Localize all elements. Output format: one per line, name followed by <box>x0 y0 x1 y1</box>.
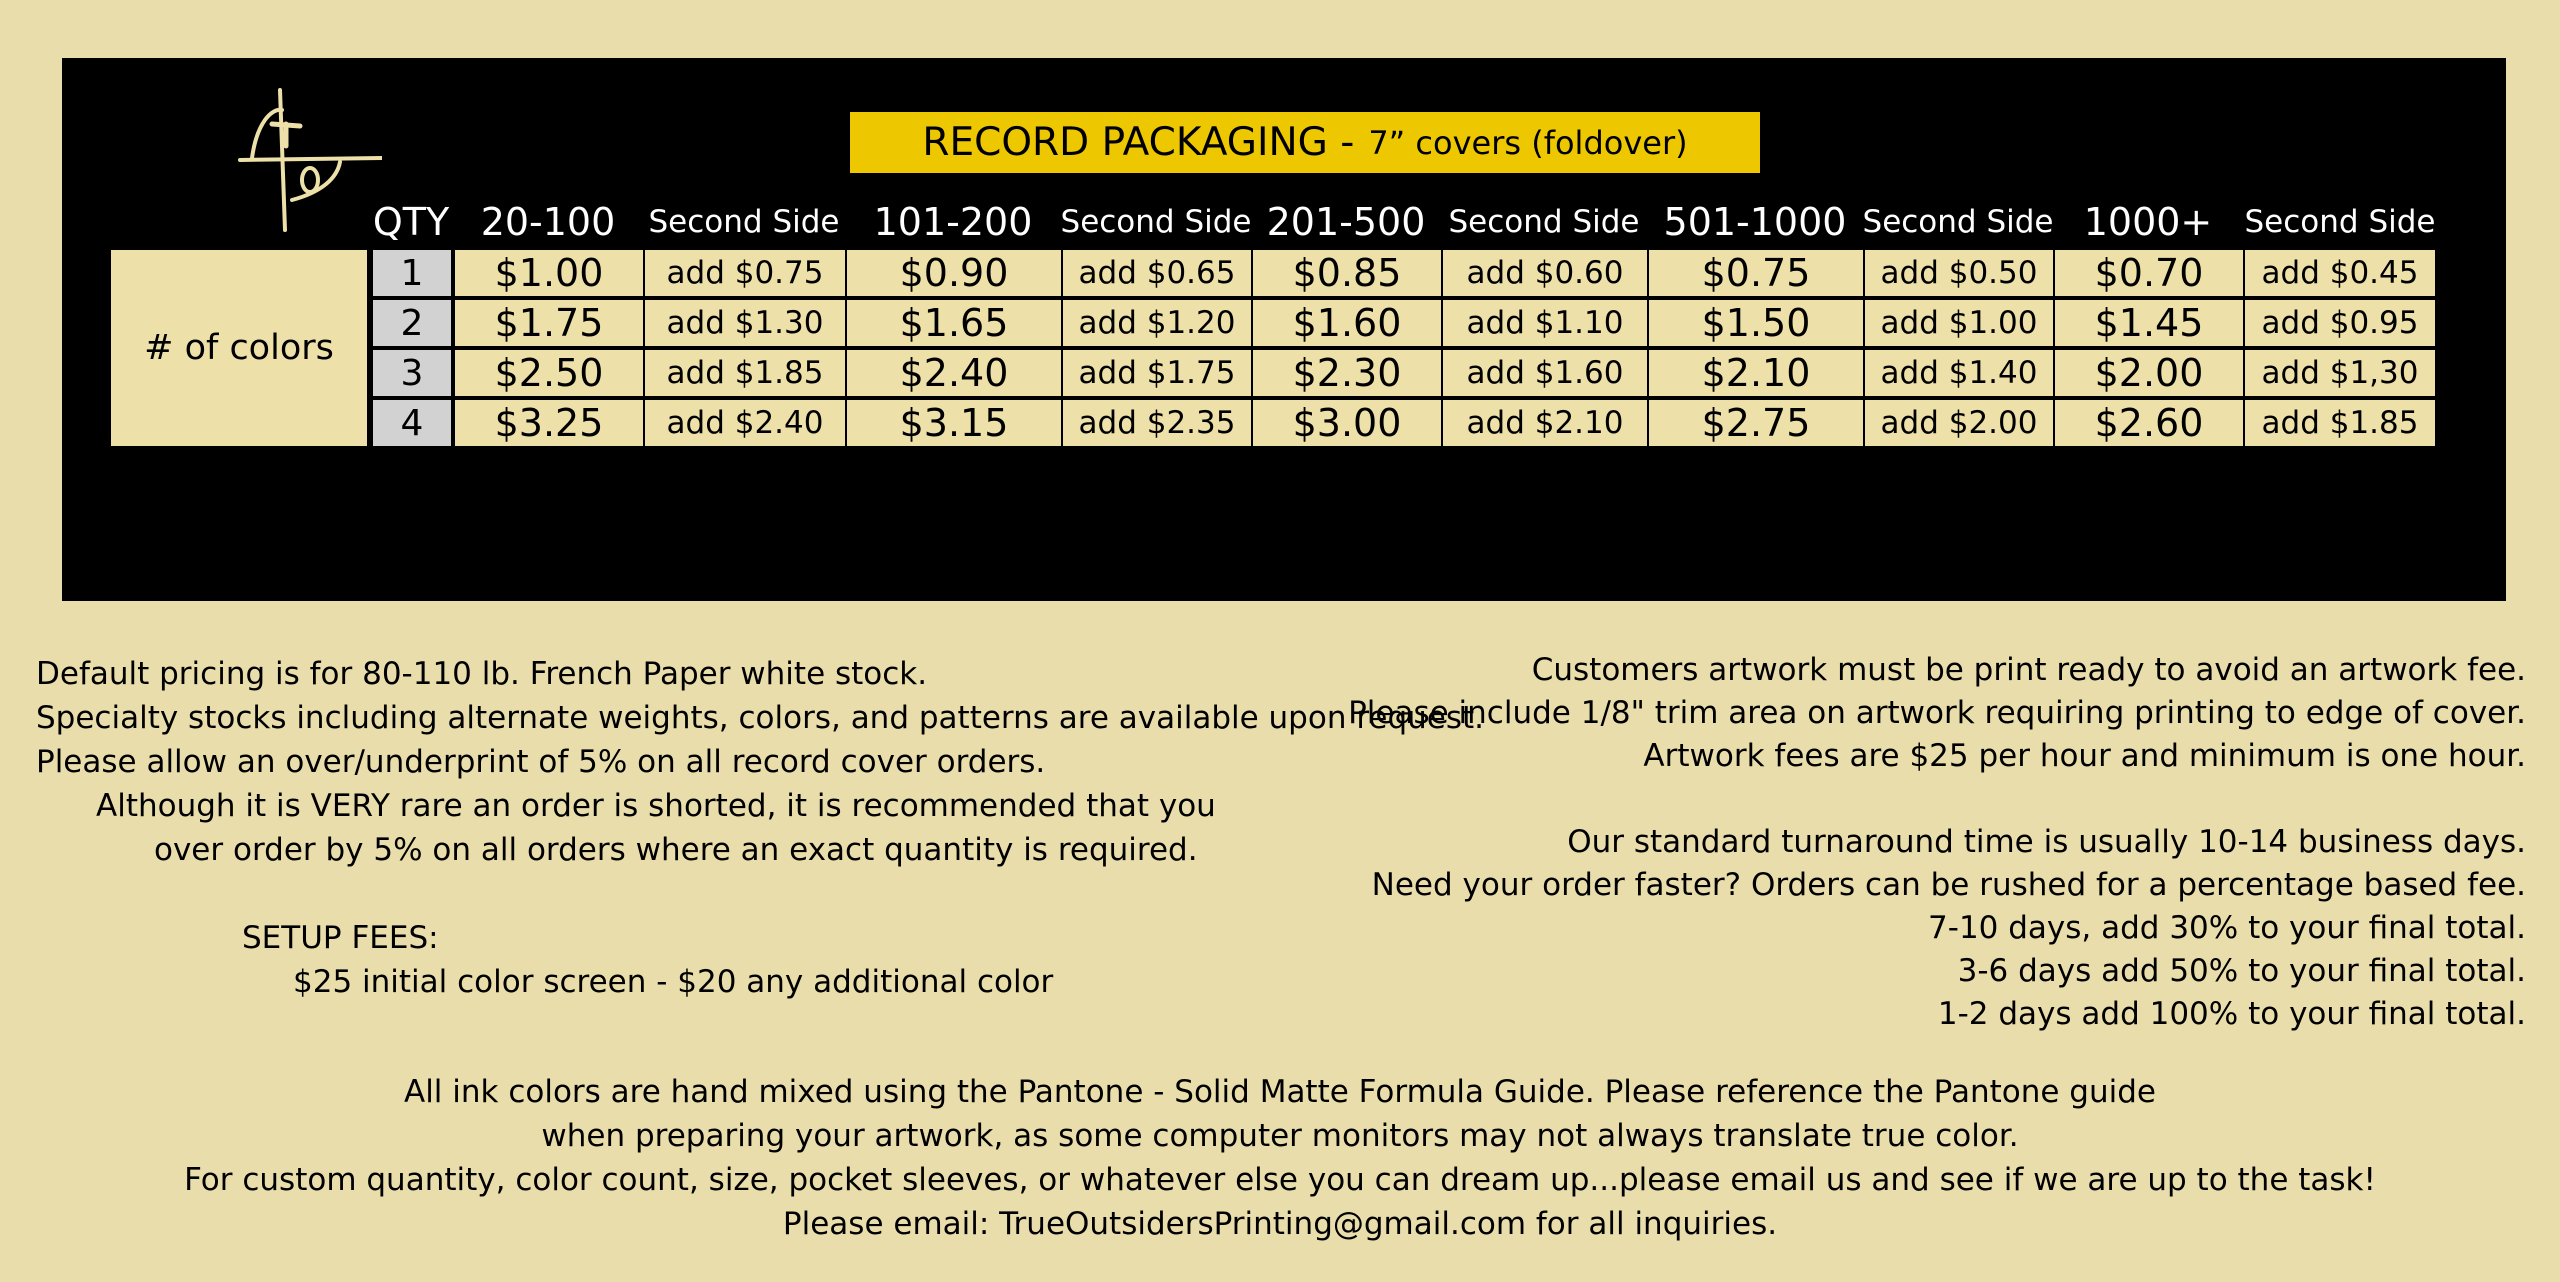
colors-row-label: # of colors <box>109 248 369 448</box>
note-line: 7-10 days, add 30% to your final total. <box>1928 910 2526 946</box>
second-side-cell: add $0.65 <box>1061 248 1253 298</box>
second-side-cell: add $1.20 <box>1061 298 1253 348</box>
qty-cell: 2 <box>371 298 453 348</box>
second-side-cell: add $1.85 <box>643 348 847 398</box>
second-side-cell: add $1.85 <box>2243 398 2437 448</box>
qty-cell: 3 <box>371 348 453 398</box>
title-sub: 7” covers (foldover) <box>1368 123 1688 162</box>
footer-line: All ink colors are hand mixed using the Pantone - Solid Matte Formula Guide. Please reference the Pantone guide <box>403 1074 2156 1110</box>
page-title <box>850 112 1760 173</box>
pricing-panel <box>62 58 2506 601</box>
price-cell: $3.00 <box>1251 398 1443 448</box>
second-side-cell: add $1.60 <box>1441 348 1649 398</box>
true-outsiders-logo <box>172 70 382 235</box>
price-cell: $1.65 <box>845 298 1063 348</box>
note-line: Please include 1/8" trim area on artwork requiring printing to edge of cover. <box>1348 695 2526 731</box>
second-side-cell: add $0.60 <box>1441 248 1649 298</box>
second-side-cell: add $1.10 <box>1441 298 1649 348</box>
price-cell: $2.60 <box>2053 398 2245 448</box>
price-cell: $1.75 <box>453 298 645 348</box>
setup-fees-heading: SETUP FEES: <box>242 920 439 956</box>
qty-cell: 1 <box>371 248 453 298</box>
footer-line: For custom quantity, color count, size, pocket sleeves, or whatever else you can dream up...please email us and see if we are up to the task! <box>184 1162 2376 1198</box>
note-line: Specialty stocks including alternate weights, colors, and patterns are available upon request. <box>36 700 1485 736</box>
header-qty: QTY <box>372 200 450 244</box>
note-line: Artwork fees are $25 per hour and minimum is one hour. <box>1643 738 2526 774</box>
header-second-side: Second Side <box>1448 204 1640 240</box>
second-side-cell: add $0.75 <box>643 248 847 298</box>
price-cell: $2.00 <box>2053 348 2245 398</box>
price-cell: $1.50 <box>1647 298 1865 348</box>
price-cell: $0.70 <box>2053 248 2245 298</box>
price-cell: $1.60 <box>1251 298 1443 348</box>
second-side-cell: add $2.35 <box>1061 398 1253 448</box>
header-20-100: 20-100 <box>480 200 616 244</box>
header-501-1000: 501-1000 <box>1663 200 1847 244</box>
note-line: Customers artwork must be print ready to avoid an artwork fee. <box>1531 652 2526 688</box>
second-side-cell: add $0.95 <box>2243 298 2437 348</box>
second-side-cell: add $2.00 <box>1863 398 2055 448</box>
note-line: Our standard turnaround time is usually 10-14 business days. <box>1567 824 2526 860</box>
note-spacer <box>36 872 1484 916</box>
header-second-side: Second Side <box>1862 204 2054 240</box>
second-side-cell: add $1.30 <box>643 298 847 348</box>
note-spacer <box>1348 777 2526 820</box>
note-line: 1-2 days add 100% to your final total. <box>1937 996 2526 1032</box>
header-second-side: Second Side <box>2244 204 2436 240</box>
artwork-turnaround-notes <box>1348 648 2526 1035</box>
price-cell: $3.15 <box>845 398 1063 448</box>
second-side-cell: add $2.40 <box>643 398 847 448</box>
note-line: Need your order faster? Orders can be rushed for a percentage based fee. <box>1371 867 2526 903</box>
second-side-cell: add $1.40 <box>1863 348 2055 398</box>
contact-email-line: Please email: TrueOutsidersPrinting@gmail.com for all inquiries. <box>782 1206 1778 1242</box>
price-cell: $2.40 <box>845 348 1063 398</box>
price-cell: $2.30 <box>1251 348 1443 398</box>
header-101-200: 101-200 <box>873 200 1033 244</box>
header-second-side: Second Side <box>1060 204 1252 240</box>
footer-notes <box>0 1070 2560 1246</box>
second-side-cell: add $0.45 <box>2243 248 2437 298</box>
note-line: over order by 5% on all orders where an exact quantity is required. <box>154 832 1198 868</box>
price-cell: $3.25 <box>453 398 645 448</box>
second-side-cell: add $1.00 <box>1863 298 2055 348</box>
price-cell: $0.75 <box>1647 248 1865 298</box>
note-line: 3-6 days add 50% to your final total. <box>1957 953 2526 989</box>
qty-cell: 4 <box>371 398 453 448</box>
second-side-cell: add $2.10 <box>1441 398 1649 448</box>
setup-fees-detail: $25 initial color screen - $20 any additional color <box>293 964 1054 1000</box>
note-line: Please allow an over/underprint of 5% on all record cover orders. <box>36 744 1046 780</box>
title-main: RECORD PACKAGING - <box>922 120 1355 165</box>
price-cell: $2.50 <box>453 348 645 398</box>
price-cell: $0.85 <box>1251 248 1443 298</box>
second-side-cell: add $1,30 <box>2243 348 2437 398</box>
header-201-500: 201-500 <box>1266 200 1426 244</box>
price-cell: $2.75 <box>1647 398 1865 448</box>
price-cell: $2.10 <box>1647 348 1865 398</box>
price-cell: $1.00 <box>453 248 645 298</box>
footer-line: when preparing your artwork, as some computer monitors may not always translate true color. <box>541 1118 2019 1154</box>
price-cell: $0.90 <box>845 248 1063 298</box>
pricing-notes <box>36 652 1484 1004</box>
note-line: Although it is VERY rare an order is shorted, it is recommended that you <box>96 788 1216 824</box>
header-second-side: Second Side <box>648 204 840 240</box>
second-side-cell: add $0.50 <box>1863 248 2055 298</box>
note-line: Default pricing is for 80-110 lb. French Paper white stock. <box>36 656 928 692</box>
price-cell: $1.45 <box>2053 298 2245 348</box>
header-1000-plus: 1000+ <box>2083 200 2213 244</box>
second-side-cell: add $1.75 <box>1061 348 1253 398</box>
